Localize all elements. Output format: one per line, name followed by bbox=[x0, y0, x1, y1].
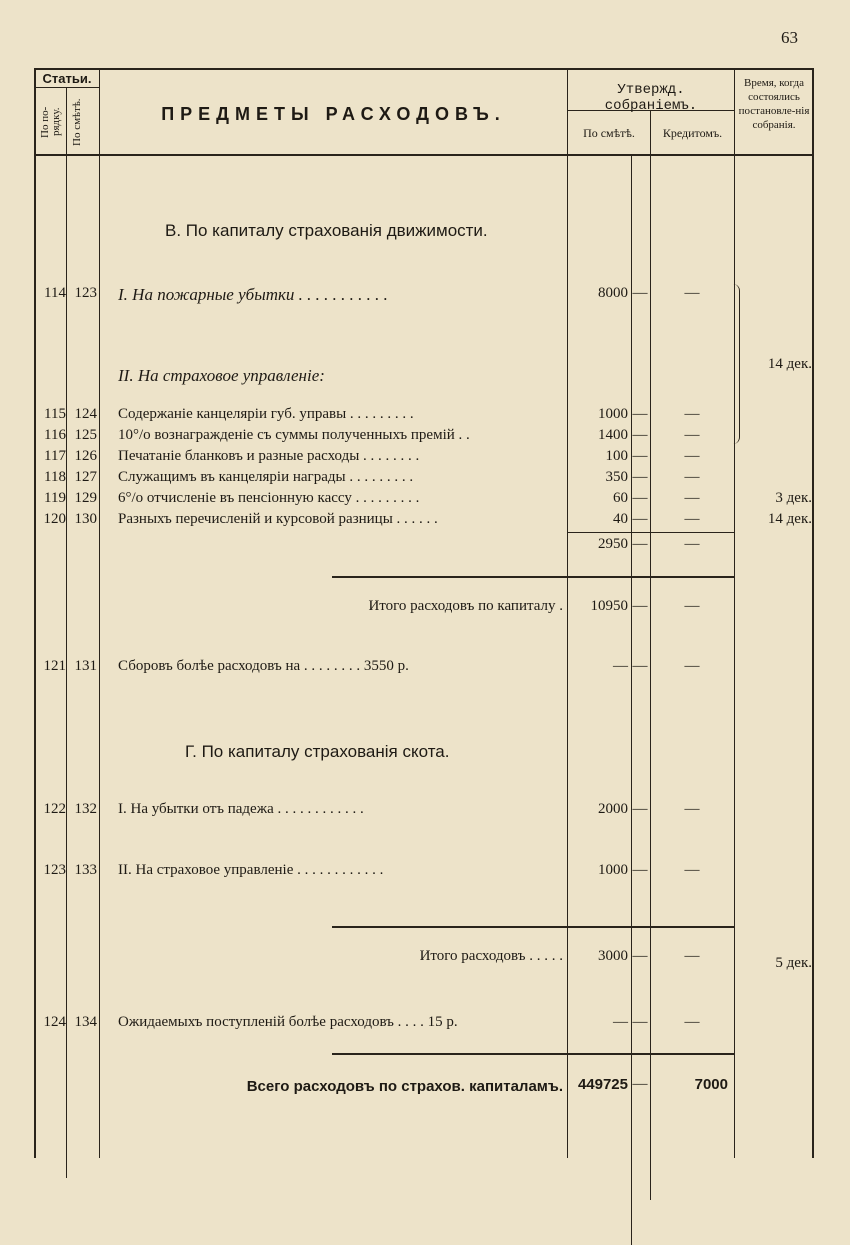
table-row: 117 126 Печатаніе бланковъ и разные расходы . . . . . . . . 100 — — bbox=[44, 448, 700, 464]
page-number: 63 bbox=[781, 28, 798, 47]
total-row: Итого расходовъ по капиталу . 10950 — — bbox=[368, 598, 700, 614]
total-rule bbox=[332, 576, 734, 578]
header-stati: Статьи. bbox=[42, 71, 92, 86]
section-g-title: Г. По капиталу страхованія скота. bbox=[185, 742, 450, 761]
header-po-smete-col: По смѣтѣ. bbox=[583, 126, 635, 140]
brace-time: 14 дек. bbox=[767, 356, 812, 372]
total-row: Итого расходовъ . . . . . 3000 — — 5 дек. bbox=[419, 948, 812, 971]
header-items-title: ПРЕДМЕТЫ РАСХОДОВЪ. bbox=[161, 104, 506, 124]
grand-total-rule bbox=[332, 1053, 734, 1055]
header-bottom-border bbox=[34, 154, 814, 156]
table-row: 114 123 I. На пожарные убытки . . . . . . . . . . . 8000 — — bbox=[44, 285, 700, 304]
header-time: Время, когда состоялись постановле-нія собранія. bbox=[738, 77, 810, 131]
grand-total-row: Всего расходовъ по страхов. капиталамъ. 449725 — 7000 bbox=[246, 1076, 728, 1095]
section-v-title: В. По капиталу страхованія движимости. bbox=[165, 221, 488, 240]
table-row: 119 129 6°/о отчисленіе въ пенсіонную кассу . . . . . . . . . 60 — — 3 дек. bbox=[44, 490, 812, 506]
header-po-smete: По смѣтѣ. bbox=[71, 98, 83, 146]
table-row: 116 125 10°/о вознагражденіе съ суммы полученныхъ премій . . 1400 — — bbox=[44, 427, 700, 443]
header-approved: Утвержд. собраніемъ. bbox=[604, 82, 698, 114]
table-row: 121 131 Сборовъ болѣе расходовъ на . . . . . . . . 3550 р. — — — bbox=[43, 658, 700, 674]
header-kreditom: Кредитомъ. bbox=[662, 126, 723, 140]
table-row: 118 127 Служащимъ въ канцеляріи награды . . . . . . . . . 350 — — bbox=[44, 469, 700, 485]
col-line-5 bbox=[650, 110, 651, 1200]
stati-underline bbox=[34, 87, 100, 88]
subsection-heading: II. На страховое управленіе: bbox=[118, 366, 325, 385]
table-row: 115 124 Содержаніе канцеляріи губ. управы . . . . . . . . . 1000 — — bbox=[44, 406, 700, 422]
table-row: 124 134 Ожидаемыхъ поступленій болѣе расходовъ . . . . 15 р. — — — bbox=[43, 1014, 700, 1030]
subtotal-row: 2950 — — bbox=[598, 536, 700, 552]
table-row: 122 132 I. На убытки отъ падежа . . . . . . . . . . . . 2000 — — bbox=[43, 801, 700, 817]
total-rule bbox=[332, 926, 734, 928]
table-top-border bbox=[34, 68, 814, 70]
subtotal-rule bbox=[568, 532, 734, 533]
header-po-poryadku: По по-рядку. bbox=[39, 106, 62, 138]
table-row: 120 130 Разныхъ перечисленій и курсовой разницы . . . . . . 40 — — 14 дек. bbox=[43, 511, 812, 527]
table-row: 123 133 II. На страховое управленіе . . . . . . . . . . . . 1000 — — bbox=[43, 862, 700, 878]
